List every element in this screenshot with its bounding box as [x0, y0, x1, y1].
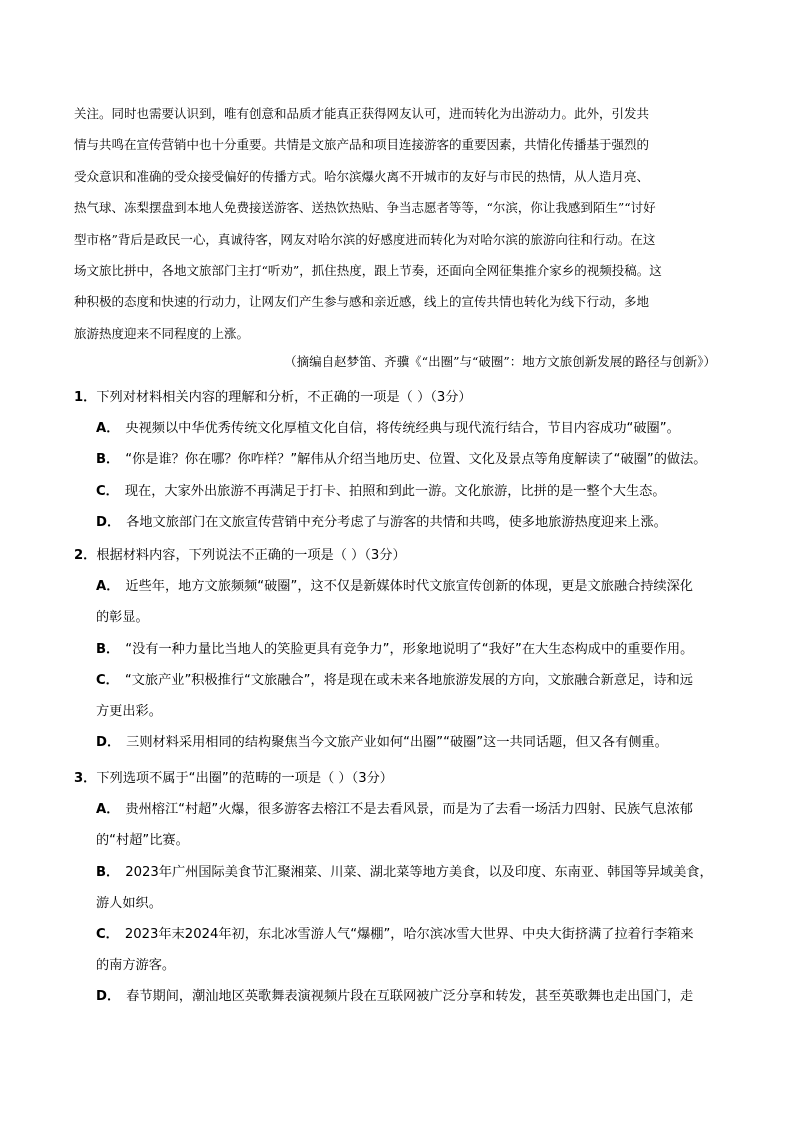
option-text: 各地文旅部门在文旅宣传营销中充分考虑了与游客的共情和共鸣，使多地旅游热度迎来上涨。 [126, 514, 667, 530]
option-letter: B． [96, 452, 120, 468]
question-text: 根据材料内容，下列说法不正确的一项是（ ）（3分） [96, 548, 406, 563]
question-number: 2． [74, 548, 97, 563]
question-3 [74, 763, 734, 1013]
option-letter: D． [96, 514, 121, 530]
option-text: 现在，大家外出旅游不再满足于打卡、拍照和到此一游。文化旅游，比拼的是一整个大生态。 [124, 483, 666, 499]
option-text: 2023年广州国际美食节汇聚湘菜、川菜、湖北菜等地方美食，以及印度、东南亚、韩国等异域美食， [125, 864, 713, 880]
option-letter: D． [96, 989, 121, 1005]
question-2 [74, 540, 734, 758]
option-text: 央视频以中华优秀传统文化厚植文化自信，将传统经典与现代流行结合，节目内容成功“破圈”。 [125, 421, 680, 437]
question-stem [74, 382, 734, 413]
question-1 [74, 382, 734, 538]
option-d[interactable] [74, 981, 734, 1012]
option-text: 三则材料采用相同的结构聚焦当今文旅产业如何“出圈”“破圈”这一共同话题，但又各有侧重。 [126, 735, 668, 751]
passage-line: 情与共鸣在宣传营销中也十分重要。共情是文旅产品和项目连接游客的重要因素，共情化传播基于强烈的 [74, 137, 650, 153]
option-text: “没有一种力量比当地人的笑脸更具有竞争力”，形象地说明了“我好”在大生态构成中的重要作用。 [125, 641, 694, 657]
option-text-continued: 的彰显。 [96, 610, 149, 626]
option-b[interactable] [74, 444, 734, 475]
question-text: 下列选项不属于“出圈”的范畴的一项是（ ）（3分） [96, 771, 393, 786]
passage-line: 关注。同时也需要认识到，唯有创意和品质才能真正获得网友认可，进而转化为出游动力。此外，引发共 [74, 106, 650, 121]
option-c[interactable] [74, 476, 734, 507]
option-a[interactable] [74, 413, 734, 444]
option-d[interactable] [74, 727, 734, 758]
question-number: 1． [74, 390, 97, 405]
option-text: “你是谁？你在哪？你咋样？”解伟从介绍当地历史、位置、文化及景点等角度解读了“破圈”的做法。 [125, 452, 707, 468]
option-d[interactable] [74, 507, 734, 538]
option-text: “文旅产业”积极推行“文旅融合”，将是现在或未来各地旅游发展的方向，文旅融合新意足，诗和远 [124, 672, 693, 688]
passage-line: 种积极的态度和快速的行动力，让网友们产生参与感和亲近感，线上的宣传共情也转化为线下行动，多地 [74, 294, 650, 310]
option-letter: C． [96, 927, 119, 943]
option-letter: B． [96, 641, 120, 657]
passage-line: 热气球、冻梨摆盘到本地人免费接送游客、送热饮热贴、争当志愿者等等，“尔滨，你让我感到陌生”“讨好 [74, 200, 656, 216]
passage-line: 旅游热度迎来不同程度的上涨。 [74, 325, 250, 341]
option-letter: A． [96, 802, 120, 818]
passage-line: 受众意识和准确的受众接受偏好的传播方式。哈尔滨爆火离不开城市的友好与市民的热情，从人造月亮、 [74, 168, 650, 184]
option-text-continued: 游人如织。 [96, 895, 162, 911]
passage-line: 型市格”背后是政民一心，真诚待客，网友对哈尔滨的好感度进而转化为对哈尔滨的旅游向往和行动。在这 [74, 231, 656, 247]
reading-passage [74, 98, 724, 349]
option-c[interactable] [74, 665, 734, 727]
question-number: 3． [74, 771, 97, 786]
option-text-continued: 的南方游客。 [96, 958, 176, 974]
question-stem [74, 540, 734, 571]
option-text-continued: 的“村超”比赛。 [96, 833, 189, 849]
passage-line: 场文旅比拼中，各地文旅部门主打“听劝”，抓住热度，跟上节奏，还面向全网征集推介家乡的视频投稿。这 [74, 263, 662, 279]
option-text: 春节期间，潮汕地区英歌舞表演视频片段在互联网被广泛分享和转发，甚至英歌舞也走出国门，走 [126, 989, 694, 1005]
option-text: 近些年，地方文旅频频“破圈”，这不仅是新媒体时代文旅宣传创新的体现，更是文旅融合持续深化 [125, 579, 693, 595]
passage-source: （摘编自赵梦笛、齐骥《“出圈”与“破圈”：地方文旅创新发展的路径与创新》） [284, 354, 716, 369]
option-text: 贵州榕江“村超”火爆，很多游客去榕江不是去看风景，而是为了去看一场活力四射、民族气息浓郁 [125, 802, 693, 818]
option-letter: C． [96, 483, 119, 499]
option-text-continued: 方更出彩。 [96, 704, 162, 720]
option-a[interactable] [74, 794, 734, 856]
option-letter: A． [96, 579, 120, 595]
question-stem [74, 763, 734, 794]
question-text: 下列对材料相关内容的理解和分析，不正确的一项是（ ）（3分） [96, 390, 472, 405]
option-letter: A． [96, 421, 120, 437]
option-b[interactable] [74, 634, 734, 665]
option-letter: B． [96, 864, 120, 880]
option-b[interactable] [74, 857, 734, 919]
option-text: 2023年末2024年初，东北冰雪游人气“爆棚”，哈尔滨冰雪大世界、中央大街挤满了拉着行李箱来 [124, 927, 694, 943]
option-letter: D． [96, 735, 121, 751]
option-a[interactable] [74, 571, 734, 633]
option-letter: C． [96, 672, 119, 688]
option-c[interactable] [74, 919, 734, 981]
